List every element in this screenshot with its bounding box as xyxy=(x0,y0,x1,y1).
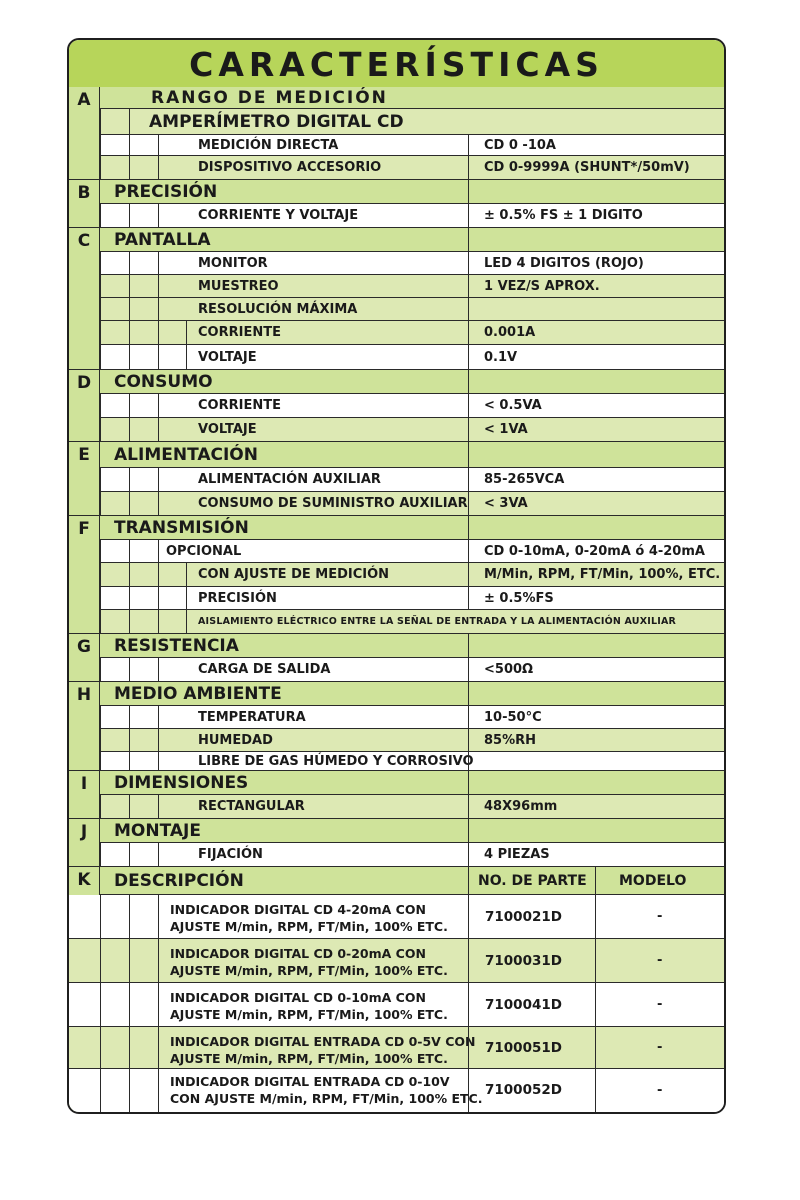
column-rule xyxy=(468,321,469,344)
indent-rule xyxy=(100,563,101,586)
spec-row xyxy=(69,843,724,867)
spec-label: LIBRE DE GAS HÚMEDO Y CORROSIVO xyxy=(198,754,474,769)
column-rule xyxy=(468,729,469,751)
indent-rule xyxy=(100,1069,101,1112)
indent-rule xyxy=(100,983,101,1026)
section-title: RESISTENCIA xyxy=(114,636,239,656)
product-row xyxy=(69,895,724,939)
subsection-title: AMPERÍMETRO DIGITAL CD xyxy=(149,112,404,132)
spec-value: ± 0.5% FS ± 1 DIGITO xyxy=(484,208,643,223)
indent-rule xyxy=(186,345,187,369)
indent-rule xyxy=(129,1027,130,1068)
column-rule xyxy=(468,468,469,491)
spec-value: CD 0-9999A (SHUNT*/50mV) xyxy=(484,160,690,175)
section-header-k xyxy=(69,867,724,895)
column-rule xyxy=(468,563,469,586)
column-rule xyxy=(468,895,469,938)
section-letter-f: F xyxy=(69,516,100,634)
spec-label: CORRIENTE Y VOLTAJE xyxy=(198,208,359,223)
spec-label: CORRIENTE xyxy=(198,398,281,413)
indent-rule xyxy=(158,468,159,491)
section-header-a xyxy=(69,87,724,109)
indent-rule xyxy=(100,843,101,866)
product-description xyxy=(170,901,448,935)
indent-rule xyxy=(158,540,159,562)
spec-value: 0.001A xyxy=(484,325,536,340)
subsection-header xyxy=(69,109,724,135)
column-rule xyxy=(468,983,469,1026)
indent-rule xyxy=(100,939,101,982)
indent-rule xyxy=(158,394,159,417)
column-rule xyxy=(468,298,469,320)
indent-rule xyxy=(129,939,130,982)
column-rule xyxy=(468,939,469,982)
spec-label: ALIMENTACIÓN AUXILIAR xyxy=(198,472,381,487)
spec-row xyxy=(69,275,724,298)
product-description-line: CON AJUSTE M/min, RPM, FT/Min, 100% ETC. xyxy=(170,1091,483,1106)
column-rule xyxy=(468,492,469,515)
indent-rule xyxy=(129,610,130,633)
spec-value: < 0.5VA xyxy=(484,398,542,413)
indent-rule xyxy=(129,298,130,320)
spec-value: 85%RH xyxy=(484,733,537,748)
model-value: - xyxy=(657,1083,663,1098)
spec-row xyxy=(69,394,724,418)
spec-label: TEMPERATURA xyxy=(198,710,306,725)
indent-rule xyxy=(129,252,130,274)
indent-rule xyxy=(158,587,159,609)
indent-rule xyxy=(100,135,101,155)
indent-rule xyxy=(158,204,159,227)
indent-rule xyxy=(158,275,159,297)
model-value: - xyxy=(657,953,663,968)
spec-row xyxy=(69,658,724,682)
indent-rule xyxy=(158,752,159,770)
indent-rule xyxy=(129,135,130,155)
column-rule xyxy=(595,1027,596,1068)
section-header-j xyxy=(69,819,724,843)
column-rule xyxy=(468,1069,469,1112)
indent-rule xyxy=(158,418,159,441)
indent-rule xyxy=(100,540,101,562)
column-rule xyxy=(468,658,469,681)
section-header-c xyxy=(69,228,724,252)
section-letter-c: C xyxy=(69,228,100,370)
sheet-title: CARACTERÍSTICAS xyxy=(69,40,724,89)
section-letter-h: H xyxy=(69,682,100,771)
product-row xyxy=(69,939,724,983)
column-rule xyxy=(595,983,596,1026)
spec-row xyxy=(69,468,724,492)
indent-rule xyxy=(129,204,130,227)
column-rule xyxy=(468,156,469,179)
column-rule xyxy=(468,867,469,894)
indent-rule xyxy=(100,895,101,938)
spec-label: RESOLUCIÓN MÁXIMA xyxy=(198,302,358,317)
spec-label: FIJACIÓN xyxy=(198,847,263,862)
column-rule xyxy=(468,1027,469,1068)
section-letter-e: E xyxy=(69,442,100,516)
column-rule xyxy=(468,418,469,441)
spec-row xyxy=(69,795,724,819)
indent-rule xyxy=(158,1069,159,1112)
product-row xyxy=(69,1069,724,1112)
indent-rule xyxy=(158,706,159,728)
spec-label: MUESTREO xyxy=(198,279,279,294)
section-title: PANTALLA xyxy=(114,230,211,250)
indent-rule xyxy=(129,843,130,866)
spec-value: <500Ω xyxy=(484,662,534,677)
spec-value: CD 0 -10A xyxy=(484,138,556,153)
section-title: MONTAJE xyxy=(114,821,201,841)
spec-row xyxy=(69,252,724,275)
indent-rule xyxy=(100,610,101,633)
indent-rule xyxy=(158,983,159,1026)
indent-rule xyxy=(100,345,101,369)
spec-label: HUMEDAD xyxy=(198,733,273,748)
column-rule xyxy=(468,516,469,539)
column-rule xyxy=(468,771,469,794)
column-rule xyxy=(468,843,469,866)
section-title: ALIMENTACIÓN xyxy=(114,445,258,465)
section-title: DIMENSIONES xyxy=(114,773,249,793)
section-title: MEDIO AMBIENTE xyxy=(114,684,282,704)
part-number: 7100052D xyxy=(485,1082,562,1098)
section-letter-k: K xyxy=(69,867,100,1112)
spec-row xyxy=(69,752,724,771)
spec-label: CON AJUSTE DE MEDICIÓN xyxy=(198,567,390,582)
model-value: - xyxy=(657,1040,663,1055)
spec-row xyxy=(69,298,724,321)
indent-rule xyxy=(158,1027,159,1068)
product-description xyxy=(170,945,448,979)
section-title: DESCRIPCIÓN xyxy=(114,871,244,891)
indent-rule xyxy=(129,492,130,515)
product-description-line: AJUSTE M/min, RPM, FT/Min, 100% ETC. xyxy=(170,1007,448,1022)
spec-value: 48X96mm xyxy=(484,799,558,814)
spec-row xyxy=(69,563,724,587)
indent-rule xyxy=(158,795,159,818)
model-value: - xyxy=(657,997,663,1012)
indent-rule xyxy=(129,1069,130,1112)
indent-rule xyxy=(158,895,159,938)
part-number: 7100041D xyxy=(485,997,562,1013)
indent-rule xyxy=(158,252,159,274)
spec-label: DISPOSITIVO ACCESORIO xyxy=(198,160,382,175)
indent-rule xyxy=(129,321,130,344)
section-header-i xyxy=(69,771,724,795)
indent-rule xyxy=(100,156,101,179)
product-description-line: INDICADOR DIGITAL CD 4-20mA CON xyxy=(170,902,426,917)
spec-label: PRECISIÓN xyxy=(198,591,277,606)
section-title: RANGO DE MEDICIÓN xyxy=(151,88,388,108)
indent-rule xyxy=(100,752,101,770)
part-number: 7100031D xyxy=(485,953,562,969)
indent-rule xyxy=(129,983,130,1026)
section-letter-a: A xyxy=(69,87,100,180)
spec-value: 4 PIEZAS xyxy=(484,847,550,862)
spec-row xyxy=(69,321,724,345)
product-description xyxy=(170,989,448,1023)
indent-rule xyxy=(129,587,130,609)
column-rule xyxy=(595,939,596,982)
product-description-line: INDICADOR DIGITAL ENTRADA CD 0-5V CON xyxy=(170,1034,476,1049)
note-row xyxy=(69,610,724,634)
indent-rule xyxy=(129,795,130,818)
indent-rule xyxy=(158,135,159,155)
column-rule xyxy=(468,370,469,393)
spec-row xyxy=(69,540,724,563)
product-description xyxy=(170,1033,475,1067)
spec-label: OPCIONAL xyxy=(166,544,242,559)
spec-value: 1 VEZ/S APROX. xyxy=(484,279,600,294)
spec-value: < 1VA xyxy=(484,422,528,437)
indent-rule xyxy=(129,895,130,938)
model-value: - xyxy=(657,909,663,924)
spec-row xyxy=(69,729,724,752)
column-rule xyxy=(468,587,469,609)
column-header-model: MODELO xyxy=(619,873,687,889)
spec-row xyxy=(69,587,724,610)
section-header-g xyxy=(69,634,724,658)
indent-rule xyxy=(158,729,159,751)
indent-rule xyxy=(129,729,130,751)
section-letter-j: J xyxy=(69,819,100,867)
product-row xyxy=(69,983,724,1027)
column-rule xyxy=(468,540,469,562)
indent-rule xyxy=(129,563,130,586)
indent-rule xyxy=(129,468,130,491)
spec-sheet xyxy=(67,38,726,1114)
spec-row xyxy=(69,418,724,442)
column-rule xyxy=(468,682,469,705)
spec-label: CARGA DE SALIDA xyxy=(198,662,331,677)
section-title: PRECISIÓN xyxy=(114,182,218,202)
indent-rule xyxy=(129,752,130,770)
column-rule xyxy=(595,895,596,938)
spec-value: 85-265VCA xyxy=(484,472,565,487)
indent-rule xyxy=(158,843,159,866)
column-rule xyxy=(468,204,469,227)
spec-row xyxy=(69,156,724,180)
column-rule xyxy=(468,706,469,728)
spec-value: < 3VA xyxy=(484,496,528,511)
section-letter-d: D xyxy=(69,370,100,442)
indent-rule xyxy=(100,468,101,491)
product-description xyxy=(170,1073,482,1107)
indent-rule xyxy=(100,321,101,344)
indent-rule xyxy=(100,1027,101,1068)
indent-rule xyxy=(100,706,101,728)
product-description-line: AJUSTE M/min, RPM, FT/Min, 100% ETC. xyxy=(170,919,448,934)
column-rule xyxy=(468,135,469,155)
spec-row xyxy=(69,492,724,516)
column-rule xyxy=(468,752,469,770)
spec-value: M/Min, RPM, FT/Min, 100%, ETC. xyxy=(484,567,721,582)
indent-rule xyxy=(129,706,130,728)
section-header-e xyxy=(69,442,724,468)
spec-row xyxy=(69,135,724,156)
indent-rule xyxy=(186,321,187,344)
indent-rule xyxy=(158,658,159,681)
product-description-line: AJUSTE M/min, RPM, FT/Min, 100% ETC. xyxy=(170,1051,448,1066)
indent-rule xyxy=(100,298,101,320)
product-description-line: AJUSTE M/min, RPM, FT/Min, 100% ETC. xyxy=(170,963,448,978)
section-header-d xyxy=(69,370,724,394)
spec-row xyxy=(69,345,724,370)
column-rule xyxy=(468,180,469,203)
indent-rule xyxy=(129,109,130,134)
spec-label: CORRIENTE xyxy=(198,325,281,340)
column-rule xyxy=(468,394,469,417)
column-rule xyxy=(468,345,469,369)
part-number: 7100021D xyxy=(485,909,562,925)
section-header-b xyxy=(69,180,724,204)
spec-label: VOLTAJE xyxy=(198,350,257,365)
section-title: CONSUMO xyxy=(114,372,213,392)
indent-rule xyxy=(129,156,130,179)
indent-rule xyxy=(100,394,101,417)
column-rule xyxy=(468,442,469,467)
spec-value: LED 4 DIGITOS (ROJO) xyxy=(484,256,644,271)
indent-rule xyxy=(186,610,187,633)
spec-label: MEDICIÓN DIRECTA xyxy=(198,138,339,153)
product-row xyxy=(69,1027,724,1069)
indent-rule xyxy=(100,204,101,227)
spec-label: MONITOR xyxy=(198,256,268,271)
indent-rule xyxy=(158,492,159,515)
spec-value: CD 0-10mA, 0-20mA ó 4-20mA xyxy=(484,544,705,559)
indent-rule xyxy=(129,540,130,562)
column-rule xyxy=(468,275,469,297)
indent-rule xyxy=(129,275,130,297)
section-letter-i: I xyxy=(69,771,100,819)
product-description-line: INDICADOR DIGITAL ENTRADA CD 0-10V xyxy=(170,1074,450,1089)
indent-rule xyxy=(158,563,159,586)
indent-rule xyxy=(158,298,159,320)
column-header-part: NO. DE PARTE xyxy=(478,873,587,889)
indent-rule xyxy=(158,321,159,344)
column-rule xyxy=(468,795,469,818)
indent-rule xyxy=(129,658,130,681)
column-rule xyxy=(468,819,469,842)
indent-rule xyxy=(100,109,101,134)
column-rule xyxy=(468,634,469,657)
section-letter-g: G xyxy=(69,634,100,682)
section-title: TRANSMISIÓN xyxy=(114,518,249,538)
indent-rule xyxy=(158,345,159,369)
indent-rule xyxy=(186,587,187,609)
indent-rule xyxy=(100,418,101,441)
column-rule xyxy=(595,1069,596,1112)
spec-label: VOLTAJE xyxy=(198,422,257,437)
indent-rule xyxy=(129,394,130,417)
spec-value: ± 0.5%FS xyxy=(484,591,554,606)
column-rule xyxy=(468,252,469,274)
indent-rule xyxy=(100,492,101,515)
indent-rule xyxy=(100,658,101,681)
indent-rule xyxy=(100,587,101,609)
section-header-h xyxy=(69,682,724,706)
indent-rule xyxy=(158,156,159,179)
indent-rule xyxy=(158,610,159,633)
indent-rule xyxy=(100,252,101,274)
note-text: AISLAMIENTO ELÉCTRICO ENTRE LA SEÑAL DE ENTRADA Y LA ALIMENTACIÓN AUXILIAR xyxy=(198,616,677,627)
spec-label: CONSUMO DE SUMINISTRO AUXILIAR xyxy=(198,496,468,511)
indent-rule xyxy=(129,345,130,369)
column-rule xyxy=(595,867,596,894)
indent-rule xyxy=(186,563,187,586)
indent-rule xyxy=(100,795,101,818)
section-header-f xyxy=(69,516,724,540)
part-number: 7100051D xyxy=(485,1040,562,1056)
product-description-line: INDICADOR DIGITAL CD 0-20mA CON xyxy=(170,946,426,961)
spec-value: 10-50°C xyxy=(484,710,542,725)
spec-value: 0.1V xyxy=(484,350,518,365)
spec-row xyxy=(69,706,724,729)
column-rule xyxy=(468,228,469,251)
indent-rule xyxy=(158,939,159,982)
spec-label: RECTANGULAR xyxy=(198,799,305,814)
indent-rule xyxy=(129,418,130,441)
indent-rule xyxy=(100,275,101,297)
product-description-line: INDICADOR DIGITAL CD 0-10mA CON xyxy=(170,990,426,1005)
spec-row xyxy=(69,204,724,228)
section-letter-b: B xyxy=(69,180,100,228)
indent-rule xyxy=(100,729,101,751)
